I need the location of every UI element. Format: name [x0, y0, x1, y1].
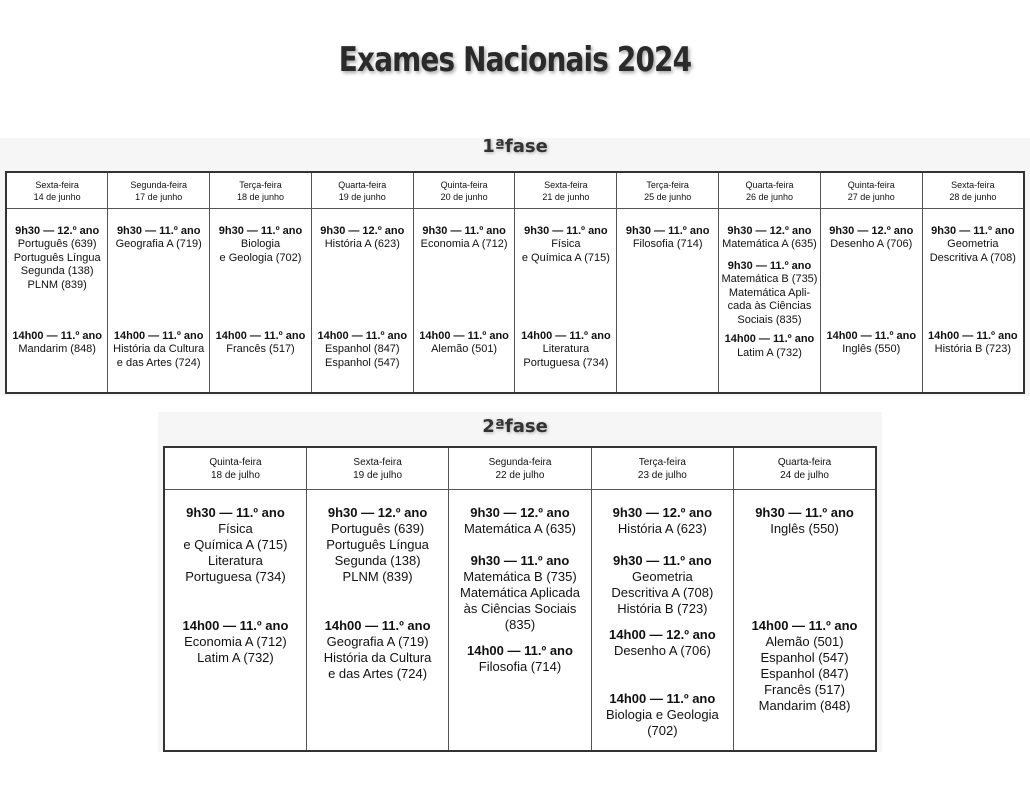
exam-subject: Física	[218, 520, 253, 536]
day-name: Quarta-feira	[338, 180, 387, 190]
exam-block	[307, 505, 448, 585]
day-header	[413, 172, 515, 208]
morning-exams	[307, 490, 448, 618]
day-header	[719, 172, 821, 208]
day-name: Quinta-feira	[440, 180, 488, 190]
day-header	[449, 447, 591, 489]
day-header	[820, 172, 922, 208]
exam-subject: Espanhol (547)	[324, 356, 400, 369]
day-date: 14 de junho	[33, 192, 81, 202]
day-name: Quinta-feira	[209, 457, 262, 468]
header-row	[164, 447, 876, 489]
day-cell	[734, 489, 876, 751]
exam-subject: Espanhol (847)	[324, 343, 400, 355]
exam-subject: (702)	[647, 722, 678, 738]
exam-block	[108, 225, 209, 252]
exam-time: 14h00 — 11.º ano	[751, 617, 858, 633]
exam-subject: Descritiva A (708)	[611, 584, 714, 600]
exam-subject: Física	[551, 238, 581, 250]
day-header	[306, 447, 448, 489]
day-cell	[413, 208, 515, 393]
exam-subject: Português (639)	[17, 238, 97, 250]
day-name: Sexta-feira	[353, 457, 402, 468]
exam-time: 9h30 — 12.º ano	[327, 504, 428, 520]
day-cell	[591, 489, 733, 751]
exam-subject: Literatura	[542, 343, 590, 355]
exam-time: 9h30 — 11.º ano	[470, 552, 570, 568]
exam-subject: e Química A (715)	[521, 251, 610, 264]
exam-block	[449, 643, 590, 675]
day-name: Quinta-feira	[847, 180, 895, 190]
exam-subject: Geografia A (719)	[115, 238, 202, 250]
exam-subject: Sociais (835)	[737, 313, 802, 326]
morning-exams	[7, 209, 107, 330]
morning-exams	[734, 490, 875, 618]
exam-subject: Português Língua	[13, 251, 101, 264]
exam-time: 9h30 — 12.º ano	[829, 224, 914, 237]
exam-subject: Inglês (550)	[842, 343, 901, 355]
header-row	[6, 172, 1024, 208]
exam-subject: Desenho A (706)	[613, 642, 711, 658]
exam-block	[165, 618, 306, 666]
afternoon-exams	[515, 330, 616, 371]
exam-subject: Filosofia (714)	[478, 658, 562, 674]
exam-time: 9h30 — 11.º ano	[755, 504, 854, 520]
exam-block	[617, 225, 718, 252]
exam-subject: Latim A (732)	[737, 346, 802, 359]
afternoon-exams	[449, 643, 590, 675]
exam-subject: Espanhol (547)	[760, 649, 849, 665]
afternoon-exams	[923, 330, 1023, 357]
morning-exams	[165, 490, 306, 618]
exam-time: 14h00 — 11.º ano	[419, 329, 509, 342]
exam-subject: PLNM (839)	[27, 278, 87, 291]
exam-subject: História A (623)	[617, 520, 707, 536]
morning-exams	[210, 209, 311, 330]
phase-2-heading: 2ªfase	[482, 416, 548, 437]
exam-time: 9h30 — 11.º ano	[625, 224, 710, 237]
exam-subject: História da Cultura	[113, 343, 205, 355]
exam-block	[7, 225, 107, 293]
afternoon-exams	[592, 627, 733, 739]
afternoon-exams	[821, 330, 922, 357]
exam-block	[734, 618, 875, 714]
day-cell	[820, 208, 922, 393]
exam-subject: Francês (517)	[226, 343, 295, 355]
exam-time: 14h00 — 11.º ano	[324, 617, 431, 633]
exam-subject: Descritiva A (708)	[929, 251, 1016, 264]
exam-time: 14h00 — 11.º ano	[317, 329, 408, 342]
exam-subject: Mandarim (848)	[758, 697, 851, 713]
exam-block	[312, 225, 413, 252]
exam-block	[165, 505, 306, 585]
exam-subject: Biologia e Geologia	[605, 706, 719, 722]
exam-subject: Geometria	[947, 238, 999, 250]
exam-subject: Matemática A (635)	[722, 238, 817, 250]
day-name: Sexta-feira	[544, 180, 588, 190]
exam-subject: Matemática Apli-	[728, 286, 811, 299]
day-cell	[449, 489, 591, 751]
exam-time: 9h30 — 11.º ano	[524, 224, 608, 237]
day-header	[734, 447, 876, 489]
exam-time: 9h30 — 11.º ano	[422, 224, 506, 237]
exam-subject: Economia A (712)	[420, 238, 508, 250]
exam-subject: Biologia	[240, 238, 281, 250]
day-date: 25 de junho	[644, 192, 692, 202]
exam-subject: Inglês (550)	[770, 520, 839, 536]
exam-subject: e das Artes (724)	[116, 356, 201, 369]
day-cell	[164, 489, 306, 751]
afternoon-exams	[307, 618, 448, 682]
day-name: Sexta-feira	[951, 180, 995, 190]
exam-subject: Portuguesa (734)	[523, 356, 609, 369]
afternoon-exams	[414, 330, 515, 357]
exam-block	[449, 505, 590, 537]
day-header	[311, 172, 413, 208]
day-date: 18 de junho	[236, 192, 285, 202]
afternoon-exams	[108, 330, 209, 371]
exam-time: 14h00 — 11.º ano	[182, 617, 289, 633]
exam-subject: Português (639)	[330, 520, 425, 536]
exam-time: 9h30 — 11.º ano	[186, 504, 285, 520]
day-name: Sexta-feira	[35, 180, 79, 190]
day-cell	[922, 208, 1024, 393]
day-date: 28 de junho	[949, 192, 997, 202]
exam-subject: Segunda (138)	[20, 265, 94, 277]
exam-subject: Economia A (712)	[184, 633, 287, 649]
body-row	[164, 489, 876, 751]
exam-time: 9h30 — 12.º ano	[727, 224, 812, 237]
exam-time: 9h30 — 12.º ano	[612, 504, 713, 520]
day-cell	[108, 208, 210, 393]
exam-subject: cada às Ciências	[727, 300, 812, 312]
exam-block	[515, 330, 616, 371]
morning-exams	[449, 490, 590, 643]
day-header	[210, 172, 312, 208]
day-date: 26 de junho	[745, 192, 793, 202]
exam-block	[592, 691, 733, 739]
day-header	[108, 172, 210, 208]
exam-time: 14h00 — 11.º ano	[609, 690, 716, 706]
morning-exams	[312, 209, 413, 330]
phase-2-schedule-table	[163, 446, 877, 752]
exam-subject: Literatura	[207, 552, 263, 568]
exam-time: 14h00 — 11.º ano	[113, 329, 204, 342]
day-header	[164, 447, 306, 489]
exam-subject: Alemão (501)	[431, 343, 498, 355]
exam-subject: Matemática B (735)	[721, 273, 818, 285]
day-cell	[210, 208, 312, 393]
day-header	[6, 172, 108, 208]
exam-subject: às Ciências Sociais (835)	[463, 600, 577, 632]
exam-subject: Geometria	[632, 568, 693, 584]
morning-exams	[592, 490, 733, 627]
exam-subject: Alemão (501)	[765, 633, 844, 649]
exam-block	[108, 330, 209, 371]
exam-time: 14h00 — 11.º ano	[521, 329, 611, 342]
day-date: 20 de junho	[440, 192, 488, 202]
exam-time: 9h30 — 11.º ano	[613, 552, 712, 568]
exam-time: 9h30 — 11.º ano	[116, 224, 201, 237]
morning-exams	[108, 209, 209, 330]
page-title: Exames Nacionais 2024	[338, 40, 692, 80]
exam-time: 14h00 — 11.º ano	[215, 329, 306, 342]
exam-subject: Matemática Aplicada	[460, 584, 580, 600]
exam-subject: História da Cultura	[323, 649, 432, 665]
day-header	[591, 447, 733, 489]
day-header	[922, 172, 1024, 208]
morning-exams	[923, 209, 1023, 330]
morning-exams	[414, 209, 515, 330]
exam-block	[592, 553, 733, 617]
exam-block	[414, 330, 515, 357]
exam-block	[734, 505, 875, 537]
day-header	[515, 172, 617, 208]
day-cell	[306, 489, 448, 751]
exam-subject: História A (623)	[324, 238, 400, 250]
day-cell	[311, 208, 413, 393]
day-date: 27 de junho	[847, 192, 895, 202]
exam-block	[719, 225, 820, 252]
afternoon-exams	[165, 618, 306, 666]
exam-block	[821, 225, 922, 252]
day-name: Segunda-feira	[488, 457, 552, 468]
exam-subject: Francês (517)	[764, 681, 845, 697]
day-cell	[719, 208, 821, 393]
exam-subject: PLNM (839)	[342, 568, 413, 584]
exam-block	[592, 627, 733, 659]
day-name: Segunda-feira	[130, 180, 187, 190]
exam-block	[821, 330, 922, 357]
afternoon-exams	[734, 618, 875, 714]
exam-subject: História B (723)	[934, 343, 1012, 355]
day-name: Terça-feira	[646, 180, 689, 190]
exam-subject: Matemática B (735)	[463, 568, 577, 584]
day-name: Quarta-feira	[777, 457, 832, 468]
day-date: 17 de junho	[135, 192, 183, 202]
day-cell	[515, 208, 617, 393]
exam-block	[7, 330, 107, 357]
afternoon-exams	[210, 330, 311, 357]
exam-subject: e Química A (715)	[183, 536, 288, 552]
exam-time: 14h00 — 11.º ano	[467, 642, 573, 658]
day-date: 18 de julho	[210, 470, 260, 481]
exam-subject: Matemática A (635)	[463, 520, 576, 536]
day-date: 23 de julho	[637, 470, 687, 481]
exam-time: 14h00 — 11.º ano	[12, 329, 102, 342]
day-date: 19 de julho	[353, 470, 403, 481]
day-name: Terça-feira	[239, 180, 282, 190]
day-date: 21 de junho	[542, 192, 590, 202]
morning-exams	[617, 209, 718, 330]
exam-time: 9h30 — 11.º ano	[218, 224, 303, 237]
exam-time: 14h00 — 11.º ano	[724, 333, 815, 345]
exam-time: 14h00 — 12.º ano	[609, 626, 716, 642]
exam-subject: e das Artes (724)	[328, 665, 428, 681]
exam-time: 14h00 — 11.º ano	[826, 329, 917, 342]
day-header	[617, 172, 719, 208]
exam-block	[923, 330, 1023, 357]
exam-block	[515, 225, 616, 266]
exam-subject: Segunda (138)	[334, 552, 421, 568]
day-date: 19 de junho	[338, 192, 386, 202]
exam-subject: Geografia A (719)	[326, 633, 429, 649]
exam-block	[449, 553, 590, 633]
exam-time: 9h30 — 11.º ano	[727, 259, 812, 272]
exam-block	[312, 330, 413, 371]
exam-block	[923, 225, 1023, 266]
exam-block	[719, 333, 820, 360]
body-row	[6, 208, 1024, 393]
exam-time: 9h30 — 12.º ano	[470, 504, 570, 520]
exam-subject: História B (723)	[617, 600, 708, 616]
exam-subject: Latim A (732)	[197, 649, 274, 665]
exam-block	[210, 330, 311, 357]
exam-subject: Espanhol (847)	[760, 665, 849, 681]
exam-block	[210, 225, 311, 266]
exam-block	[592, 505, 733, 537]
afternoon-exams	[7, 330, 107, 357]
afternoon-exams	[719, 333, 820, 360]
exam-subject: Filosofia (714)	[632, 238, 703, 250]
afternoon-exams	[312, 330, 413, 371]
morning-exams	[515, 209, 616, 330]
exam-block	[414, 225, 515, 252]
phase-1-heading: 1ªfase	[482, 136, 548, 157]
morning-exams	[719, 209, 820, 334]
exam-subject: Mandarim (848)	[18, 343, 96, 355]
exam-time: 9h30 — 12.º ano	[15, 224, 100, 237]
exam-block	[307, 618, 448, 682]
phase-1-schedule-table	[5, 171, 1025, 394]
day-name: Terça-feira	[638, 457, 686, 468]
exam-subject: Português Língua	[326, 536, 429, 552]
exam-block	[719, 260, 820, 328]
day-cell	[617, 208, 719, 393]
day-cell	[6, 208, 108, 393]
exam-subject: Portuguesa (734)	[185, 568, 286, 584]
exam-subject: Desenho A (706)	[830, 238, 913, 250]
day-date: 24 de julho	[780, 470, 829, 481]
morning-exams	[821, 209, 922, 330]
exam-time: 9h30 — 12.º ano	[320, 224, 405, 237]
exam-subject: e Geologia (702)	[219, 251, 302, 264]
day-date: 22 de julho	[495, 470, 545, 481]
day-name: Quarta-feira	[745, 180, 794, 190]
exam-time: 14h00 — 11.º ano	[928, 329, 1018, 342]
exam-time: 9h30 — 11.º ano	[931, 224, 1015, 237]
